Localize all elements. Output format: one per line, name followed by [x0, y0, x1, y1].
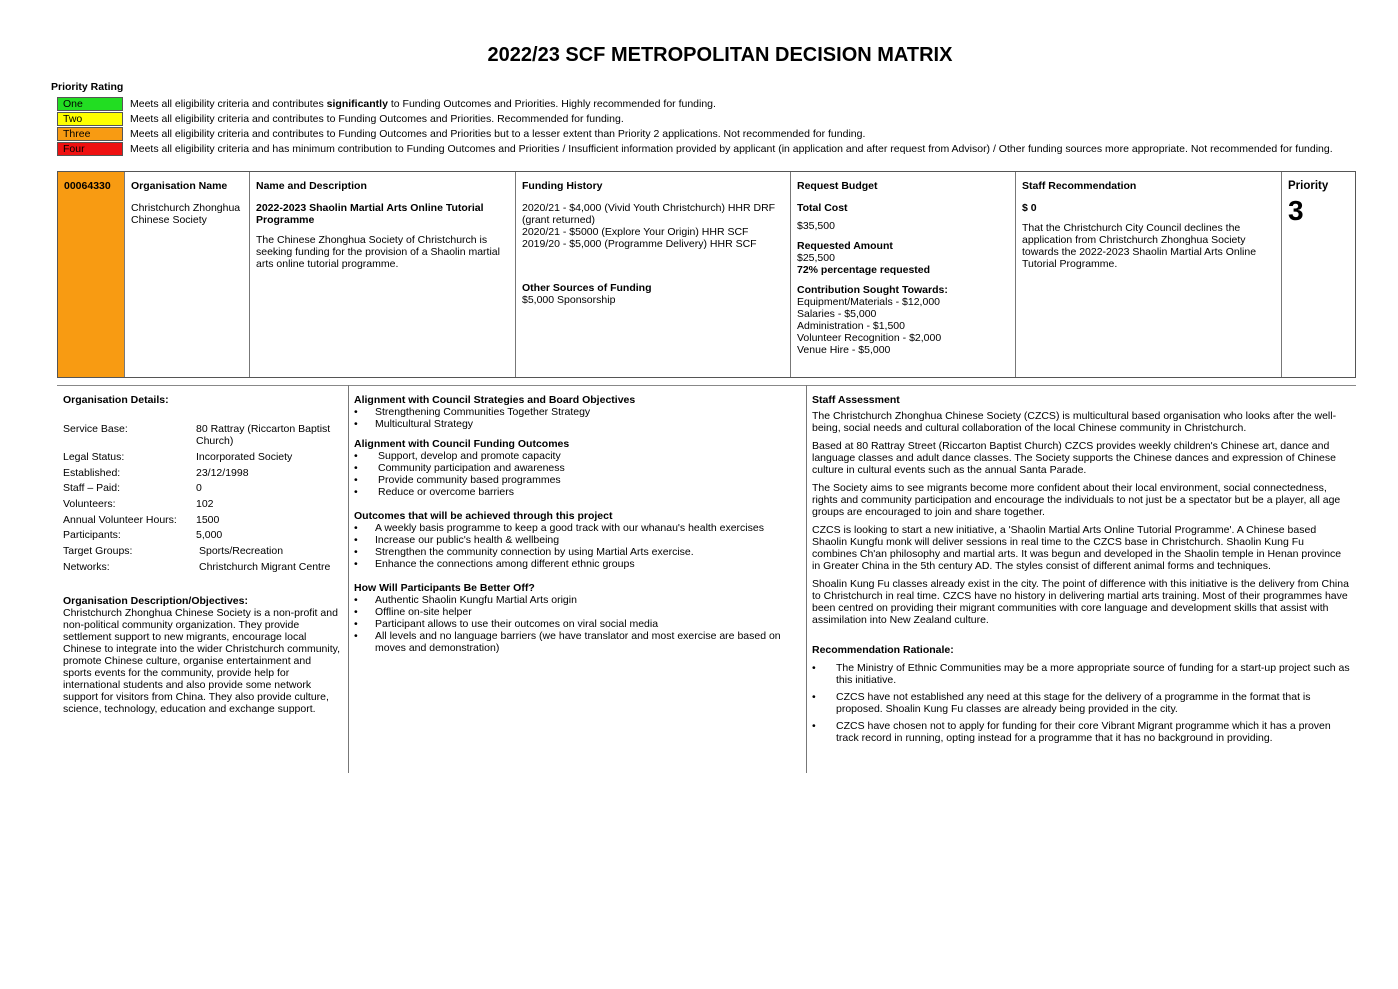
assessment-paragraph: Shoalin Kung Fu classes already exist in the city. The point of difference with this initiative is the delivery from China to Christchurch in real time. CZCS have no history in delivering martial arts training. Most of their programmes have been centred on providing their migrant communities with core language and development skills that assist with assimilation into New Zealand culture.: [812, 578, 1349, 626]
detail-key: Participants:: [63, 529, 121, 542]
detail-row: [63, 451, 341, 467]
priority-value: 3: [1288, 195, 1304, 226]
priority-two-swatch: Two: [57, 112, 123, 126]
request-budget-header: Request Budget: [797, 180, 878, 192]
priority-cell: [1282, 172, 1355, 377]
detail-value: Sports/Recreation: [199, 545, 284, 558]
better-off-header: How Will Participants Be Better Off?: [354, 582, 535, 594]
detail-value: 23/12/1998: [196, 466, 249, 479]
detail-row: [63, 423, 341, 451]
detail-key: Established:: [63, 466, 121, 479]
organisation-details-column: [57, 386, 347, 774]
contribution-header: Contribution Sought Towards:: [797, 284, 948, 296]
column-divider: [348, 385, 349, 773]
better-off-list: [354, 594, 799, 654]
percentage-requested: 72% percentage requested: [797, 264, 931, 276]
request-budget-cell: [791, 172, 1016, 377]
contribution-item: Venue Hire - $5,000: [797, 344, 891, 356]
funding-history-item: 2019/20 - $5,000 (Programme Delivery) HHR SCF: [522, 238, 757, 250]
staff-recommendation-amount: $ 0: [1022, 202, 1037, 214]
application-id-cell: [58, 172, 125, 377]
priority-one-desc-post: to Funding Outcomes and Priorities. Highly recommended for funding.: [387, 98, 716, 110]
list-item: • Enhance the connections among different ethnic groups: [354, 558, 799, 570]
application-summary-table: [57, 171, 1356, 378]
rationale-header: Recommendation Rationale:: [812, 644, 954, 656]
list-item: • Community participation and awareness: [354, 462, 799, 474]
priority-one-desc-pre: Meets all eligibility criteria and contributes: [130, 98, 327, 110]
detail-value: 0: [196, 482, 202, 495]
funding-history-cell: [516, 172, 791, 377]
staff-assessment-column: [806, 386, 1356, 774]
organisation-description: Christchurch Zhonghua Chinese Society is a non-profit and non-political community organization. They provide settlement support to new migrants, encourage local Chinese to integrate into the wider Christchurch community, promote Chinese culture, organise entertainment and sports events for the community, provide help for international students and also provide some network support for visitors from China. They also provide culture, science, technology, education and exchange support.: [63, 606, 341, 715]
outcomes-list: [354, 450, 799, 498]
detail-key: Service Base:: [63, 423, 128, 435]
assessment-paragraph: Based at 80 Rattray Street (Riccarton Baptist Church) CZCS provides weekly children's Chinese art, dance and language classes and adult dance classes. The Society supports the Chinese dances and expression of Chinese culture in cultural events such as the annual Santa Parade.: [812, 440, 1336, 476]
detail-row: [63, 467, 341, 483]
detail-value: Christchurch Migrant Centre: [199, 560, 331, 573]
total-cost-value: $35,500: [797, 220, 835, 232]
detail-value: 102: [196, 498, 214, 511]
list-item: • Provide community based programmes: [354, 474, 799, 486]
list-item: • Strengthen the community connection by using Martial Arts exercise.: [354, 546, 799, 558]
list-item: • The Ministry of Ethnic Communities may be a more appropriate source of funding for a start-up project such as this initiative.: [812, 662, 1350, 686]
column-divider: [806, 385, 807, 773]
assessment-paragraph: CZCS is looking to start a new initiative, a 'Shaolin Martial Arts Online Tutorial Programme'. A Chinese based Shaolin Kungfu monk will deliver sessions in real time to the CZCS base in Christchurch. Shaolin Kung Fu combines Ch'an philosophy and martial arts. It was begun and developed in the Shaolin temple in Henan province in Greater China in the 5th century AD. The styles consist of different animal forms and techniques.: [812, 524, 1342, 572]
priority-level-four: [57, 142, 1377, 156]
contribution-item: Volunteer Recognition - $2,000: [797, 332, 942, 344]
list-item: • Support, develop and promote capacity: [354, 450, 799, 462]
strategies-list: [354, 406, 799, 430]
detail-row: [63, 545, 341, 561]
list-item: • Multicultural Strategy: [354, 418, 799, 430]
project-name: 2022-2023 Shaolin Martial Arts Online Tutorial Programme: [256, 202, 484, 226]
name-description-cell: [250, 172, 516, 377]
details-section: [57, 385, 1356, 774]
list-item: • Participant allows to use their outcomes on viral social media: [354, 618, 799, 630]
application-id: 00064330: [64, 180, 111, 192]
staff-recommendation-text: That the Christchurch City Council declines the application from Christchurch Zhonghua Society towards the 2022-2023 Shaolin Martial Arts Online Tutorial Programme.: [1022, 222, 1257, 270]
funding-history-item: 2020/21 - $5000 (Explore Your Origin) HHR SCF: [522, 226, 749, 238]
organisation-name: Christchurch Zhonghua Chinese Society: [131, 202, 241, 226]
contribution-item: Administration - $1,500: [797, 320, 905, 332]
achieved-header: Outcomes that will be achieved through this project: [354, 510, 613, 522]
detail-key: Volunteers:: [63, 498, 116, 511]
contribution-item: Salaries - $5,000: [797, 308, 877, 320]
detail-key: Annual Volunteer Hours:: [63, 513, 177, 526]
rationale-list: [812, 662, 1350, 744]
staff-assessment-header: Staff Assessment: [812, 394, 900, 406]
organisation-description-header: Organisation Description/Objectives:: [63, 594, 248, 607]
detail-value: 1500: [196, 513, 220, 526]
requested-amount-value: $25,500: [797, 252, 835, 264]
priority-one-desc: [130, 98, 716, 110]
name-description-header: Name and Description: [256, 180, 367, 192]
organisation-name-cell: [125, 172, 250, 377]
staff-recommendation-header: Staff Recommendation: [1022, 180, 1137, 192]
detail-row: [63, 514, 341, 530]
priority-three-desc: Meets all eligibility criteria and contributes to Funding Outcomes and Priorities but to a lesser extent than Priority 2 applications. Not recommended for funding.: [130, 128, 866, 140]
detail-row: [63, 498, 341, 514]
detail-row: [63, 561, 341, 577]
priority-one-swatch: One: [57, 97, 123, 111]
priority-level-one: [57, 97, 1377, 111]
funding-history-item: 2020/21 - $4,000 (Vivid Youth Christchurch) HHR DRF (grant returned): [522, 202, 776, 226]
detail-value: Incorporated Society: [196, 451, 293, 463]
organisation-name-header: Organisation Name: [131, 180, 228, 192]
assessment-paragraph: The Christchurch Zhonghua Chinese Society (CZCS) is multicultural based organisation who looks after the well-being, social needs and cultural collaboration of the local Chinese community in Christchurch.: [812, 410, 1337, 434]
priority-level-two: [57, 112, 1377, 126]
list-item: • A weekly basis programme to keep a good track with our whanau's health exercises: [354, 522, 799, 534]
detail-row: [63, 482, 341, 498]
priority-one-desc-bold: significantly: [326, 98, 388, 110]
other-sources-value: $5,000 Sponsorship: [522, 294, 616, 306]
strategies-header: Alignment with Council Strategies and Board Objectives: [354, 394, 636, 406]
list-item: • CZCS have not established any need at this stage for the delivery of a programme in the format that is proposed. Shoalin Kung Fu classes are already being provided in the city.: [812, 691, 1350, 715]
requested-amount-label: Requested Amount: [797, 240, 893, 252]
detail-value: 5,000: [196, 529, 223, 542]
list-item: • All levels and no language barriers (we have translator and most exercise are based on moves and demonstration): [354, 630, 799, 654]
priority-two-desc: Meets all eligibility criteria and contributes to Funding Outcomes and Priorities. Recommended for funding.: [130, 113, 624, 125]
funding-history-header: Funding History: [522, 180, 603, 192]
assessment-paragraph: The Society aims to see migrants become more confident about their local environment, social connectedness, rights and community participation and encourage the individuals to not just be a spectator but be a player, all age groups are encouraged to join and share together.: [812, 482, 1341, 518]
project-description: The Chinese Zhonghua Society of Christchurch is seeking funding for the provision of a Shaolin martial arts online tutorial programme.: [256, 234, 500, 270]
other-sources-header: Other Sources of Funding: [522, 282, 652, 294]
alignment-column: [348, 386, 805, 774]
list-item: • Strengthening Communities Together Strategy: [354, 406, 799, 418]
detail-row: [63, 529, 341, 545]
list-item: • Reduce or overcome barriers: [354, 486, 799, 498]
contribution-item: Equipment/Materials - $12,000: [797, 296, 940, 308]
list-item: • CZCS have chosen not to apply for funding for their core Vibrant Migrant programme which it has a proven track record in running, opting instead for a programme that it has no background in providing.: [812, 720, 1350, 744]
detail-key: Staff – Paid:: [63, 482, 121, 495]
detail-value: 80 Rattray (Riccarton Baptist Church): [196, 423, 331, 447]
outcomes-header: Alignment with Council Funding Outcomes: [354, 438, 570, 450]
total-cost-label: Total Cost: [797, 202, 848, 214]
detail-key: Networks:: [63, 560, 110, 573]
page-title: 2022/23 SCF METROPOLITAN DECISION MATRIX: [487, 44, 953, 66]
detail-key: Legal Status:: [63, 451, 125, 463]
priority-rating-heading: Priority Rating: [51, 81, 124, 93]
list-item: • Authentic Shaolin Kungfu Martial Arts origin: [354, 594, 799, 606]
list-item: • Offline on-site helper: [354, 606, 799, 618]
organisation-details-header: Organisation Details:: [63, 394, 169, 406]
priority-header: Priority: [1288, 180, 1329, 192]
list-item: • Increase our public's health & wellbeing: [354, 534, 799, 546]
achieved-list: [354, 522, 799, 570]
detail-key: Target Groups:: [63, 545, 133, 558]
staff-recommendation-cell: [1016, 172, 1282, 377]
priority-level-three: [57, 127, 1377, 141]
priority-four-desc: Meets all eligibility criteria and has minimum contribution to Funding Outcomes and Priorities / Insufficient information provided by applicant (in application and after request from Advisor) / Other funding sources more appropriate. Not recommended for funding.: [130, 143, 1333, 155]
priority-four-swatch: Four: [57, 142, 123, 156]
priority-three-swatch: Three: [57, 127, 123, 141]
